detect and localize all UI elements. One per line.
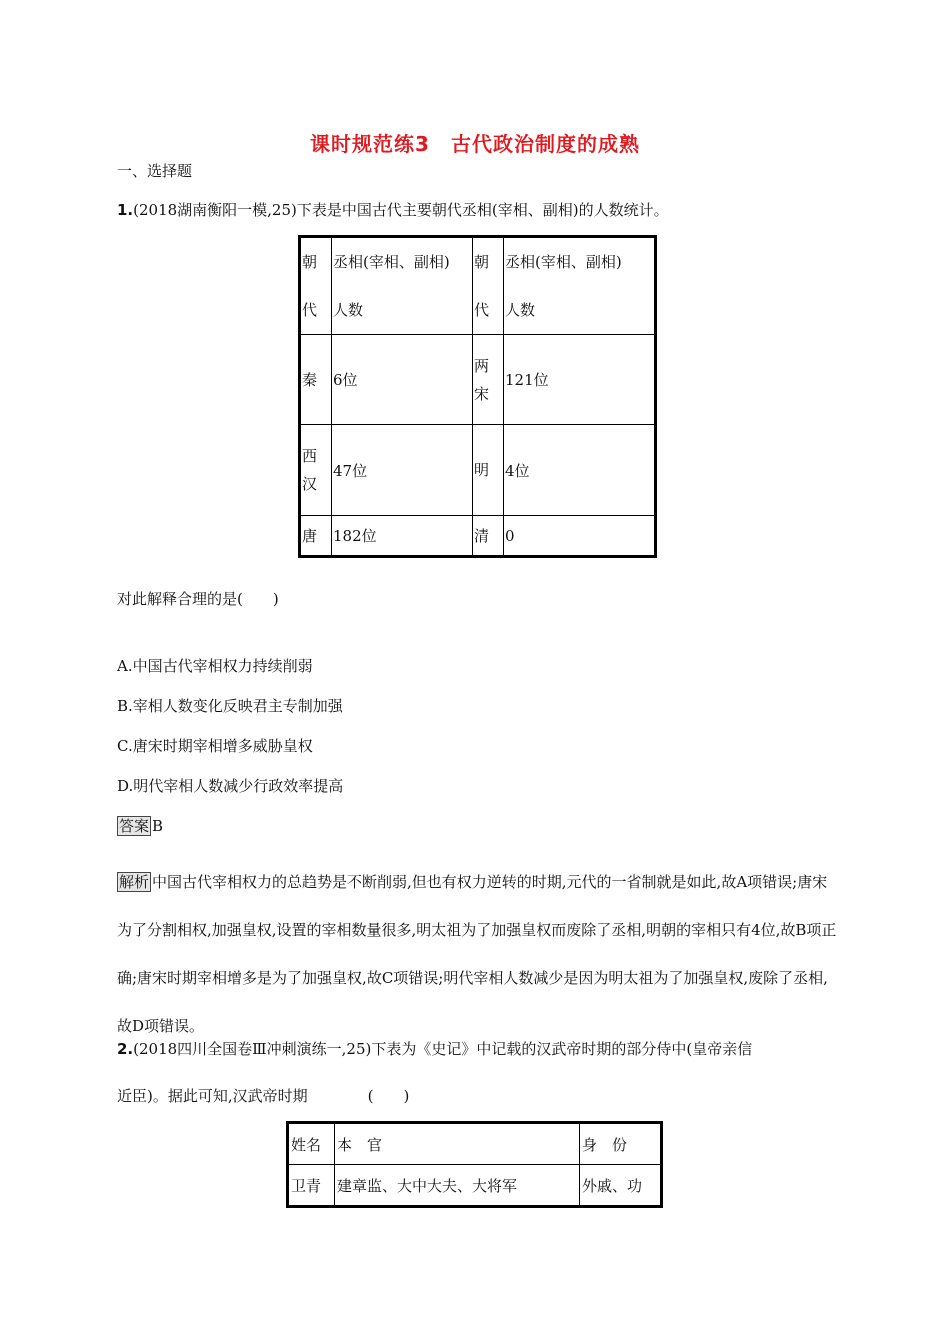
question-1-stem (117, 200, 669, 220)
table-row (288, 1165, 662, 1207)
option-c: C.唐宋时期宰相增多威胁皇权 (117, 737, 313, 755)
count-cell: 47位 (332, 425, 473, 516)
option-b: B.宰相人数变化反映君主专制加强 (117, 697, 343, 715)
question-2-text: (2018四川全国卷Ⅲ冲刺演练一,25)下表为《史记》中记载的汉武帝时期的部分侍中(皇帝亲信 (133, 1040, 753, 1058)
count-cell: 4位 (504, 425, 656, 516)
section-heading: 一、选择题 (117, 162, 193, 180)
count-cell: 182位 (332, 516, 473, 557)
dynasty-cell: 西 汉 (300, 425, 332, 516)
header-count-cell: 丞相(宰相、副相) 人数 (332, 237, 473, 335)
dynasty-cell: 明 (473, 425, 504, 516)
dynasty-cell: 两 宋 (473, 335, 504, 425)
table-row (300, 425, 656, 516)
question-2-number: 2. (117, 1040, 134, 1058)
count-cell: 0 (504, 516, 656, 557)
table-row (300, 516, 656, 557)
identity-cell: 外戚、功 (580, 1165, 662, 1207)
answer-line (117, 816, 163, 836)
chancellor-count-table (298, 235, 657, 558)
table-row (300, 335, 656, 425)
header-dynasty-cell: 朝 代 (300, 237, 332, 335)
name-cell: 卫青 (288, 1165, 335, 1207)
answer-tag: 答案 (119, 817, 150, 835)
header-dynasty-cell: 朝 代 (473, 237, 504, 335)
analysis-tag: 解析 (119, 873, 150, 891)
header-office-cell: 本 官 (335, 1123, 580, 1165)
dynasty-cell: 秦 (300, 335, 332, 425)
question-2-stem-line-2: 近臣)。据此可知,汉武帝时期 ( ) (117, 1087, 410, 1105)
option-d: D.明代宰相人数减少行政效率提高 (117, 777, 344, 795)
question-1-text: (2018湖南衡阳一模,25)下表是中国古代主要朝代丞相(宰相、副相)的人数统计。 (133, 201, 669, 219)
question-1-number: 1. (117, 201, 134, 219)
page-title: 课时规范练3 古代政治制度的成熟 (310, 132, 640, 156)
dynasty-cell: 清 (473, 516, 504, 557)
answer-value: B (152, 817, 164, 835)
analysis-block (117, 858, 837, 1050)
header-name-cell: 姓名 (288, 1123, 335, 1165)
header-count-cell: 丞相(宰相、副相) 人数 (504, 237, 656, 335)
header-identity-cell: 身 份 (580, 1123, 662, 1165)
office-cell: 建章监、大中大夫、大将军 (335, 1165, 580, 1207)
dynasty-cell: 唐 (300, 516, 332, 557)
question-1-prompt: 对此解释合理的是( ) (117, 590, 279, 608)
table-header-row (300, 237, 656, 335)
count-cell: 6位 (332, 335, 473, 425)
option-a: A.中国古代宰相权力持续削弱 (117, 657, 313, 675)
table-header-row (288, 1123, 662, 1165)
attendants-table (286, 1121, 663, 1208)
analysis-text: 中国古代宰相权力的总趋势是不断削弱,但也有权力逆转的时期,元代的一省制就是如此,故A项错误;唐宋为了分割相权,加强皇权,设置的宰相数量很多,明太祖为了加强皇权而废除了丞相,明朝的宰相只有4位,故B项正确;唐宋时期宰相增多是为了加强皇权,故C项错误;明代宰相人数减少是因为明太祖为了加强皇权,废除了丞相,故D项错误。 (117, 873, 837, 1035)
count-cell: 121位 (504, 335, 656, 425)
question-2-stem-line-1 (117, 1039, 752, 1059)
